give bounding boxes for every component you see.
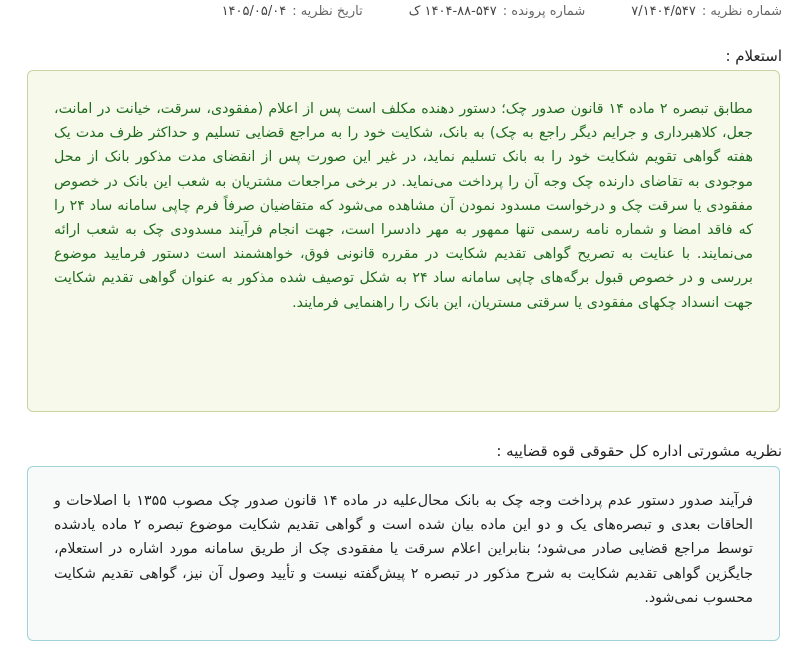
case-number-label: شماره پرونده :: [502, 4, 586, 19]
opinion-title: نظریه مشورتی اداره کل حقوقی قوه قضاییه :: [496, 442, 782, 460]
opinion-metadata: [18, 4, 782, 26]
opinion-date: [222, 4, 363, 26]
opinion-date-value: ۱۴۰۵/۰۵/۰۴: [221, 4, 287, 19]
opinion-number-value: ۷/۱۴۰۴/۵۴۷: [631, 4, 696, 19]
opinion-date-label: تاریخ نظریه :: [292, 4, 363, 19]
case-number: [409, 4, 585, 26]
case-number-value: ۱۴۰۴-۸۸-۵۴۷ ک: [408, 4, 497, 19]
inquiry-text: مطابق تبصره ۲ ماده ۱۴ قانون صدور چک؛ دستور دهنده مکلف است پس از اعلام (مفقودی، سرقت، خیانت در امانت، جعل، کلاهبرداری و جرایم دیگر راجع به چک) به بانک، شکایت خود را به مراجع قضایی تسلیم و حداکثر ظرف مدت یک هفته گواهی تقویم شکایت خود را به بانک تسلیم نماید، در غیر این صورت پس از انقضای مدت مذکور بانک از محل موجودی به تقاضای دارنده چک وجه آن را پرداخت می‌نماید. در برخی مراجعات مشتریان به شعب این بانک در خصوص مفقودی یا سرقت چک و درخواست مسدود نمودن آن مشاهده می‌شود که متقاضیان صرفاً فرم چاپی سامانه ساد ۲۴ را که فاقد امضا و شماره نامه رسمی تنها ممهور به مهر دادسرا است، جهت انجام فرآیند مسدودی چک به شعب ارائه می‌نمایند. با عنایت به تصریح گواهی تقدیم شکایت در مقرره قانونی فوق، خواهشمند است دستور فرمایید موضوع بررسی و در خصوص قبول برگه‌های چاپی سامانه ساد ۲۴ به شکل توصیف شده مذکور به عنوان گواهی تقدیم شکایت جهت انسداد چکهای مفقودی یا سرقتی مستریان، این بانک را راهنمایی فرمایند.: [54, 101, 754, 311]
opinion-number-label: شماره نظریه :: [701, 4, 782, 19]
opinion-box: [27, 466, 780, 641]
inquiry-title: استعلام :: [725, 47, 782, 65]
opinion-number: [631, 4, 782, 26]
opinion-text: فرآیند صدور دستور عدم پرداخت وجه چک به بانک محال‌علیه در ماده ۱۴ قانون صدور چک مصوب ۱۳۵۵ با اصلاحات و الحاقات بعدی و تبصره‌های یک و دو این ماده بیان شده است و گواهی تقدیم شکایت موضوع تبصره ۲ ماده یادشده توسط مراجع قضایی صادر می‌شود؛ بنابراین اعلام سرقت یا مفقودی چک از طریق سامانه مورد اشاره در استعلام، جایگزین گواهی تقدیم شکایت به شرح مذکور در تبصره ۲ پیش‌گفته نیست و تأیید وصول آن نیز، گواهی تقدیم شکایت محسوب نمی‌شود.: [54, 493, 754, 606]
inquiry-box: [27, 70, 780, 412]
